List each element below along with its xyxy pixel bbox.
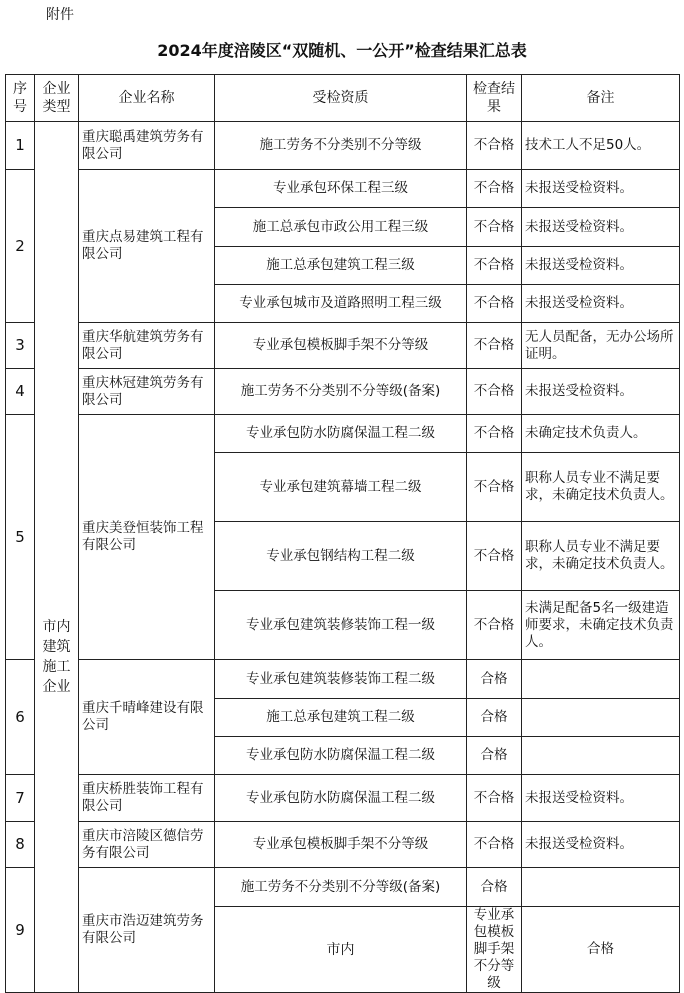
result: 不合格 [467,775,522,822]
company-name: 重庆点易建筑工程有限公司 [79,170,215,323]
qualification: 专业承包钢结构工程二级 [215,522,467,591]
qualification: 专业承包模板脚手架不分等级 [467,907,522,993]
table-row [6,868,680,907]
company-name: 重庆市涪陵区德信劳务有限公司 [79,822,215,868]
note: 无人员配备，无办公场所证明。 [522,323,680,369]
result: 不合格 [467,415,522,453]
qualification: 专业承包建筑幕墙工程二级 [215,453,467,522]
result: 合格 [467,660,522,699]
qualification: 专业承包模板脚手架不分等级 [215,323,467,369]
company-name: 重庆桥胜装饰工程有限公司 [79,775,215,822]
company-name: 重庆林冠建筑劳务有限公司 [79,369,215,415]
inspection-results-table [5,74,680,993]
company-name: 重庆美登恒装饰工程有限公司 [79,415,215,660]
table-row [6,660,680,699]
table-row [6,415,680,453]
note: 未报送受检资料。 [522,822,680,868]
result: 不合格 [467,453,522,522]
header-no: 序号 [6,75,35,122]
qualification: 施工总承包市政公用工程三级 [215,208,467,247]
result: 不合格 [467,208,522,247]
note: 职称人员专业不满足要求，未确定技术负责人。 [522,522,680,591]
qualification: 专业承包防水防腐保温工程二级 [215,415,467,453]
result: 不合格 [467,285,522,323]
result: 不合格 [467,247,522,285]
result: 不合格 [467,170,522,208]
note: 未报送受检资料。 [522,369,680,415]
company-name: 重庆华航建筑劳务有限公司 [79,323,215,369]
result: 合格 [467,737,522,775]
note: 技术工人不足50人。 [522,122,680,170]
table-header-row [6,75,680,122]
company-name: 重庆市浩迈建筑劳务有限公司 [79,868,215,993]
result: 不合格 [467,323,522,369]
company-name: 重庆聪禹建筑劳务有限公司 [79,122,215,170]
result: 合格 [467,868,522,907]
qualification: 专业承包建筑装修装饰工程二级 [215,660,467,699]
result: 不合格 [467,122,522,170]
row-no: 5 [6,415,35,660]
table-row [6,122,680,170]
table-row [6,170,680,208]
header-qualification: 受检资质 [215,75,467,122]
header-note: 备注 [522,75,680,122]
enterprise-type-cell-next: 市内 [215,907,467,993]
row-no: 9 [6,868,35,993]
result: 不合格 [467,522,522,591]
result: 合格 [467,699,522,737]
qualification: 施工劳务不分类别不分等级(备案) [215,868,467,907]
note: 未满足配备5名一级建造师要求，未确定技术负责人。 [522,591,680,660]
qualification: 专业承包防水防腐保温工程二级 [215,737,467,775]
company-name: 重庆千晴峰建设有限公司 [79,660,215,775]
row-no: 6 [6,660,35,775]
header-name: 企业名称 [79,75,215,122]
note: 职称人员专业不满足要求，未确定技术负责人。 [522,453,680,522]
row-no: 3 [6,323,35,369]
note: 未确定技术负责人。 [522,415,680,453]
row-no: 4 [6,369,35,415]
note [522,699,680,737]
note [522,868,680,907]
note: 未报送受检资料。 [522,208,680,247]
note: 未报送受检资料。 [522,247,680,285]
header-type: 企业类型 [35,75,79,122]
result: 不合格 [467,591,522,660]
note: 未报送受检资料。 [522,170,680,208]
qualification: 施工总承包建筑工程三级 [215,247,467,285]
qualification: 专业承包城市及道路照明工程三级 [215,285,467,323]
qualification: 专业承包防水防腐保温工程二级 [215,775,467,822]
table-row [6,775,680,822]
table-row [6,323,680,369]
enterprise-type-cell: 市内建筑施工企业 [35,122,79,993]
table-row [6,369,680,415]
result: 不合格 [467,822,522,868]
qualification: 施工劳务不分类别不分等级 [215,122,467,170]
row-no: 8 [6,822,35,868]
page-title: 2024年度涪陵区“双随机、一公开”检查结果汇总表 [157,41,527,60]
qualification: 专业承包建筑装修装饰工程一级 [215,591,467,660]
note: 未报送受检资料。 [522,285,680,323]
qualification: 专业承包环保工程三级 [215,170,467,208]
result: 不合格 [467,369,522,415]
note [522,737,680,775]
header-result: 检查结果 [467,75,522,122]
annex-label: 附件 [46,7,74,23]
note [522,660,680,699]
row-no: 1 [6,122,35,170]
table-row [6,822,680,868]
note: 未报送受检资料。 [522,775,680,822]
result: 合格 [522,907,680,993]
qualification: 专业承包模板脚手架不分等级 [215,822,467,868]
qualification: 施工劳务不分类别不分等级(备案) [215,369,467,415]
row-no: 2 [6,170,35,323]
qualification: 施工总承包建筑工程二级 [215,699,467,737]
row-no: 7 [6,775,35,822]
